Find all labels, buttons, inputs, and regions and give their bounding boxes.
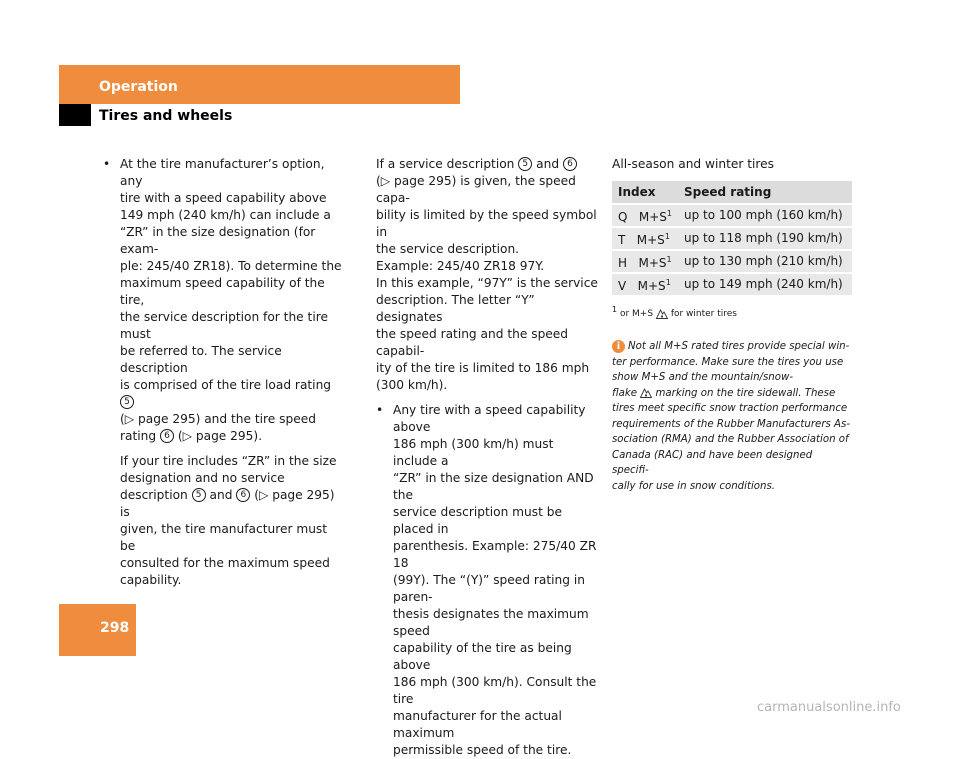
column-2 xyxy=(376,156,598,759)
subsection-title: Tires and wheels xyxy=(99,108,233,124)
bullet-zr-option: • At the tire manufacturer’s option, any tire with a speed capability above 149 mph (240 km/h) can include a “ZR” in the size designation (for exam- ple: 245/40 ZR18). To determine the maximum speed capability of the tire, the service description for the tire must be referred to. The service description is comprised of the tire load rating 5 (▷ page 295) and the tire speed rating 6 (▷ page 295). xyxy=(103,157,342,443)
mountain-snowflake-icon xyxy=(640,387,652,398)
bullet-above-186mph: • Any tire with a speed capability above 186 mph (300 km/h) must include a “ZR” in the size designation AND the service description must be placed in parenthesis. Example: 275/40 ZR 18 (99Y). The “(Y)” speed rating in paren- thesis designates the maximum speed capability of the tire as being above 186 mph (300 km/h). Consult the tire manufacturer for the actual maximum permissible speed of the tire. xyxy=(376,403,597,757)
speed-rating-table xyxy=(612,181,852,295)
page-ref-link[interactable]: (▷ page 295). xyxy=(177,429,263,443)
watermark: carmanualsonline.info xyxy=(757,700,901,715)
paragraph-zr-no-service: If your tire includes “ZR” in the size designation and no service description 5 and 6 (▷ page 295) is given, the tire manufacturer must be consulted for the maximum speed capability. xyxy=(120,454,337,587)
page-ref-link[interactable]: (▷ page 295) is xyxy=(120,488,335,519)
table-header: Index Speed rating xyxy=(612,181,852,204)
page-number: 298 xyxy=(100,620,130,636)
callout-5-icon: 5 xyxy=(192,488,206,502)
callout-6-icon: 6 xyxy=(236,488,250,502)
table-row: V $M+S^1$ up to 149 mph (240 km/h) xyxy=(612,273,852,295)
callout-5-icon: 5 xyxy=(120,395,134,409)
column-3 xyxy=(612,156,852,494)
bullet-icon: • xyxy=(376,403,384,417)
table-title: All-season and winter tires xyxy=(612,157,775,171)
mountain-snowflake-icon xyxy=(656,308,668,319)
callout-6-icon: 6 xyxy=(563,157,577,171)
table-row: Q $M+S^1$ up to 100 mph (160 km/h) xyxy=(612,204,852,227)
page-ref-link[interactable]: (▷ page 295) is given, the speed capa- xyxy=(376,174,576,205)
header-marker xyxy=(59,104,91,126)
paragraph-service-description: If a service description 5 and 6 (▷ page 295) is given, the speed capa- bility is limited by the speed symbol in the service description. Example: 245/40 ZR18 97Y. In this example, “97Y” is the service description. The letter “Y” designates the speed rating and the speed capabil- ity of the tire is limited to 186 mph (300 km/h). xyxy=(376,157,598,392)
column-1 xyxy=(103,156,343,589)
table-row: H $M+S^1$ up to 130 mph (210 km/h) xyxy=(612,250,852,273)
table-row: T $M+S^1$ up to 118 mph (190 km/h) xyxy=(612,227,852,250)
info-note: i Not all M+S rated tires provide special win- ter performance. Make sure the tires you use show M+S and the mountain/snow- flake marking on the tire sidewall. These tires meet specific snow traction performance requirements of the Rubber Manufacturers As- sociation (RMA) and the Rubber Association of Canada (RAC) and have been designed specifi- cally for use in snow conditions. xyxy=(612,340,851,492)
page-ref-link[interactable]: (▷ page 295) and the tire speed xyxy=(120,412,316,426)
section-title: Operation xyxy=(99,79,178,95)
callout-5-icon: 5 xyxy=(518,157,532,171)
table-footnote: $^1$ or M+S for winter tires xyxy=(612,305,737,319)
callout-6-icon: 6 xyxy=(160,429,174,443)
bullet-icon: • xyxy=(103,157,111,171)
info-icon: i xyxy=(612,340,625,353)
